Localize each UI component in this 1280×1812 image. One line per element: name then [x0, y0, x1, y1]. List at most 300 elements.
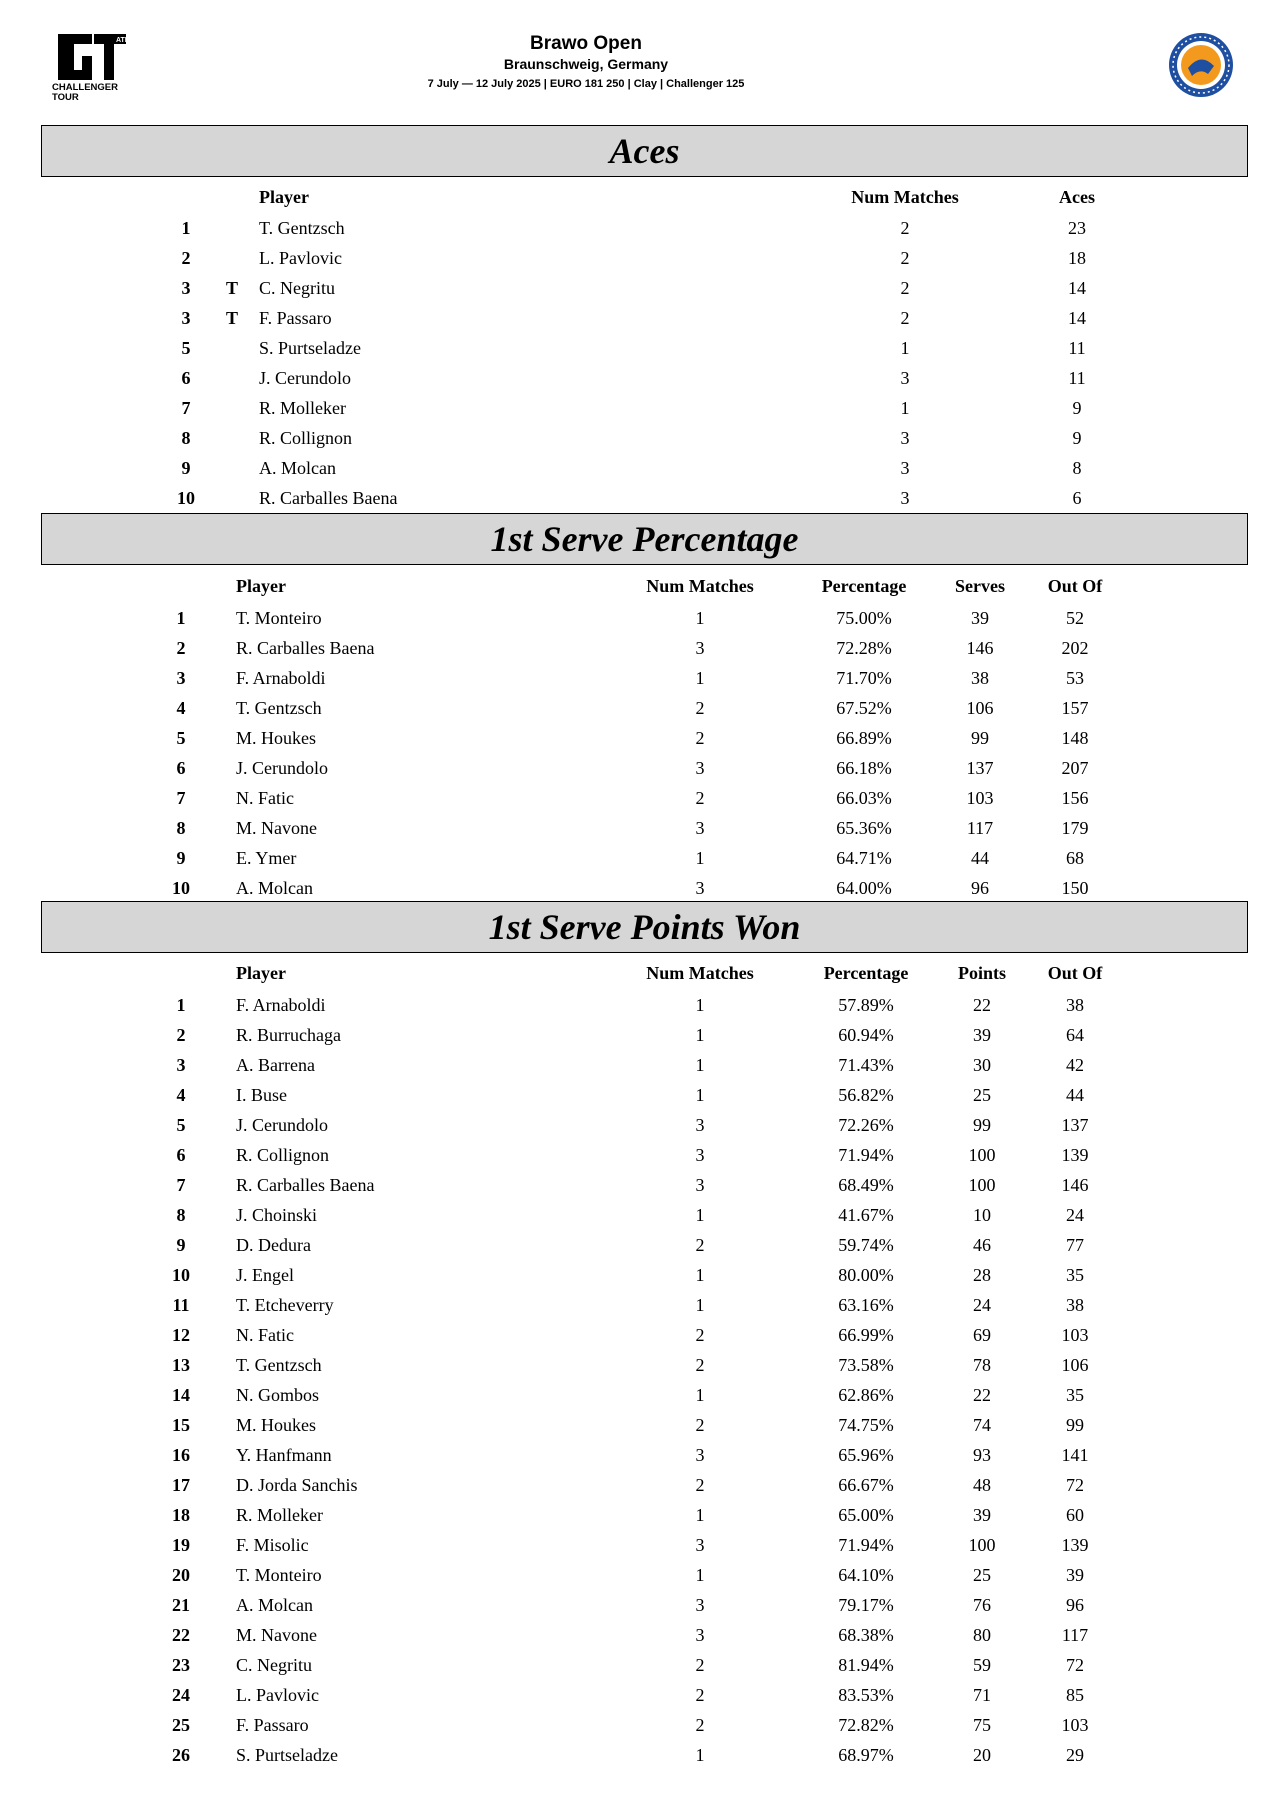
num-matches: 2 — [695, 1235, 705, 1255]
serves: 117 — [966, 818, 994, 838]
first-serve-won-row — [0, 1230, 1280, 1260]
rank: 10 — [172, 1265, 190, 1285]
percentage: 80.00% — [838, 1265, 894, 1285]
player-name: A. Molcan — [236, 878, 313, 898]
serves: 99 — [971, 728, 989, 748]
first-serve-pct-row — [0, 723, 1280, 753]
tournament-details: 7 July — 12 July 2025 | EURO 181 250 | Clay | Challenger 125 — [427, 78, 745, 90]
col-num-matches: Num Matches — [851, 187, 959, 207]
aces-count: 14 — [1068, 278, 1086, 298]
percentage: 66.03% — [836, 788, 892, 808]
rank: 18 — [172, 1505, 190, 1525]
num-matches: 2 — [695, 788, 705, 808]
out-of: 24 — [1066, 1205, 1084, 1225]
serves: 96 — [971, 878, 989, 898]
first-serve-won-row — [0, 1530, 1280, 1560]
first-serve-won-row — [0, 1050, 1280, 1080]
player-name: L. Pavlovic — [236, 1685, 319, 1705]
num-matches: 1 — [695, 1205, 705, 1225]
num-matches: 3 — [900, 428, 910, 448]
rank: 21 — [172, 1595, 190, 1615]
num-matches: 3 — [695, 878, 705, 898]
points: 48 — [973, 1475, 991, 1495]
col-out-of: Out Of — [1047, 963, 1103, 983]
num-matches: 1 — [695, 1085, 705, 1105]
first-serve-won-row — [0, 1140, 1280, 1170]
first-serve-won-row — [0, 1200, 1280, 1230]
aces-count: 18 — [1068, 248, 1086, 268]
out-of: 96 — [1066, 1595, 1084, 1615]
percentage: 65.00% — [838, 1505, 894, 1525]
percentage: 66.89% — [836, 728, 892, 748]
num-matches: 3 — [900, 458, 910, 478]
num-matches: 3 — [695, 638, 705, 658]
out-of: 202 — [1061, 638, 1089, 658]
out-of: 38 — [1066, 1295, 1084, 1315]
first-serve-pct-row — [0, 663, 1280, 693]
aces-row — [0, 363, 1280, 393]
rank: 9 — [176, 848, 186, 868]
svg-text:TOUR: TOUR — [52, 92, 79, 102]
percentage: 74.75% — [838, 1415, 894, 1435]
rank: 26 — [172, 1745, 190, 1765]
num-matches: 2 — [695, 1685, 705, 1705]
first-serve-won-row — [0, 1170, 1280, 1200]
first-serve-won-row — [0, 1290, 1280, 1320]
first-serve-pct-row — [0, 603, 1280, 633]
rank: 8 — [176, 1205, 186, 1225]
player-name: R. Molleker — [259, 398, 346, 418]
aces-count: 6 — [1072, 488, 1082, 508]
num-matches: 1 — [900, 338, 910, 358]
percentage: 72.82% — [838, 1715, 894, 1735]
player-name: S. Purtseladze — [259, 338, 361, 358]
rank: 7 — [181, 398, 191, 418]
out-of: 72 — [1066, 1655, 1084, 1675]
rank: 4 — [176, 698, 186, 718]
points: 28 — [973, 1265, 991, 1285]
num-matches: 2 — [900, 308, 910, 328]
points: 100 — [968, 1175, 996, 1195]
aces-count: 9 — [1072, 398, 1082, 418]
player-name: A. Molcan — [236, 1595, 313, 1615]
percentage: 79.17% — [838, 1595, 894, 1615]
player-name: M. Houkes — [236, 728, 316, 748]
percentage: 64.10% — [838, 1565, 894, 1585]
first-serve-won-row — [0, 1620, 1280, 1650]
percentage: 41.67% — [838, 1205, 894, 1225]
out-of: 72 — [1066, 1475, 1084, 1495]
first-serve-won-section-title: 1st Serve Points Won — [41, 901, 1248, 953]
aces-header-row — [0, 182, 1280, 212]
col-player: Player — [236, 576, 286, 596]
rank: 1 — [181, 218, 191, 238]
player-name: C. Negritu — [236, 1655, 312, 1675]
out-of: 42 — [1066, 1055, 1084, 1075]
num-matches: 3 — [900, 368, 910, 388]
percentage: 63.16% — [838, 1295, 894, 1315]
serves: 146 — [966, 638, 994, 658]
num-matches: 1 — [695, 995, 705, 1015]
player-name: A. Molcan — [259, 458, 336, 478]
rank: 9 — [181, 458, 191, 478]
num-matches: 2 — [695, 1655, 705, 1675]
points: 22 — [973, 1385, 991, 1405]
num-matches: 1 — [900, 398, 910, 418]
first-serve-pct-row — [0, 753, 1280, 783]
out-of: 38 — [1066, 995, 1084, 1015]
num-matches: 2 — [900, 248, 910, 268]
num-matches: 2 — [695, 1715, 705, 1735]
player-name: J. Choinski — [236, 1205, 318, 1225]
num-matches: 1 — [695, 668, 705, 688]
percentage: 75.00% — [836, 608, 892, 628]
rank: 11 — [172, 1295, 190, 1315]
points: 78 — [973, 1355, 991, 1375]
points: 22 — [973, 995, 991, 1015]
col-out-of: Out Of — [1047, 576, 1103, 596]
first-serve-pct-row — [0, 783, 1280, 813]
first-serve-won-row — [0, 1590, 1280, 1620]
player-name: J. Cerundolo — [236, 758, 328, 778]
player-name: A. Barrena — [236, 1055, 315, 1075]
svg-text:ATP: ATP — [116, 37, 130, 44]
first-serve-pct-row — [0, 633, 1280, 663]
player-name: T. Etcheverry — [236, 1295, 334, 1315]
num-matches: 1 — [695, 1745, 705, 1765]
percentage: 60.94% — [838, 1025, 894, 1045]
first-serve-won-row — [0, 1380, 1280, 1410]
player-name: J. Cerundolo — [259, 368, 351, 388]
player-name: T. Monteiro — [236, 1565, 322, 1585]
num-matches: 2 — [695, 698, 705, 718]
aces-count: 11 — [1068, 338, 1086, 358]
points: 80 — [973, 1625, 991, 1645]
percentage: 68.49% — [838, 1175, 894, 1195]
num-matches: 1 — [695, 1265, 705, 1285]
tie-indicator: T — [226, 308, 239, 328]
first-serve-won-row — [0, 1680, 1280, 1710]
percentage: 66.67% — [838, 1475, 894, 1495]
percentage: 64.00% — [836, 878, 892, 898]
points: 75 — [973, 1715, 991, 1735]
out-of: 179 — [1061, 818, 1089, 838]
aces-row — [0, 213, 1280, 243]
points: 71 — [973, 1685, 991, 1705]
rank: 3 — [181, 278, 191, 298]
percentage: 83.53% — [838, 1685, 894, 1705]
rank: 2 — [181, 248, 191, 268]
player-name: M. Navone — [236, 818, 317, 838]
rank: 12 — [172, 1325, 190, 1345]
out-of: 106 — [1061, 1355, 1089, 1375]
serves: 103 — [966, 788, 994, 808]
first-serve-pct-row — [0, 873, 1280, 903]
rank: 23 — [172, 1655, 190, 1675]
points: 20 — [973, 1745, 991, 1765]
out-of: 77 — [1066, 1235, 1084, 1255]
col-aces: Aces — [1059, 187, 1095, 207]
rank: 13 — [172, 1355, 190, 1375]
percentage: 68.38% — [838, 1625, 894, 1645]
first-serve-pct-row — [0, 843, 1280, 873]
points: 30 — [973, 1055, 991, 1075]
player-name: N. Fatic — [236, 1325, 294, 1345]
aces-count: 11 — [1068, 368, 1086, 388]
aces-row — [0, 483, 1280, 513]
col-player: Player — [259, 187, 309, 207]
first-serve-won-row — [0, 1740, 1280, 1770]
rank: 1 — [176, 608, 186, 628]
first-serve-won-row — [0, 1020, 1280, 1050]
num-matches: 1 — [695, 1505, 705, 1525]
aces-row — [0, 243, 1280, 273]
rank: 22 — [172, 1625, 190, 1645]
rank: 7 — [176, 1175, 186, 1195]
rank: 3 — [176, 1055, 186, 1075]
percentage: 67.52% — [836, 698, 892, 718]
out-of: 35 — [1066, 1265, 1084, 1285]
first-serve-won-row — [0, 1710, 1280, 1740]
out-of: 52 — [1066, 608, 1084, 628]
first-serve-won-row — [0, 1500, 1280, 1530]
num-matches: 3 — [695, 758, 705, 778]
points: 76 — [973, 1595, 991, 1615]
out-of: 139 — [1061, 1535, 1089, 1555]
player-name: E. Ymer — [236, 848, 297, 868]
aces-row — [0, 423, 1280, 453]
out-of: 103 — [1061, 1325, 1089, 1345]
player-name: F. Misolic — [236, 1535, 309, 1555]
num-matches: 2 — [695, 1325, 705, 1345]
rank: 14 — [172, 1385, 190, 1405]
col-points: Points — [957, 963, 1007, 983]
num-matches: 3 — [695, 1445, 705, 1465]
rank: 15 — [172, 1415, 190, 1435]
tournament-location: Braunschweig, Germany — [503, 56, 669, 72]
rank: 17 — [172, 1475, 190, 1495]
first-serve-won-row — [0, 1110, 1280, 1140]
num-matches: 3 — [695, 1625, 705, 1645]
serves: 137 — [966, 758, 994, 778]
player-name: T. Gentzsch — [236, 1355, 322, 1375]
out-of: 139 — [1061, 1145, 1089, 1165]
rank: 8 — [181, 428, 191, 448]
aces-row — [0, 273, 1280, 303]
player-name: C. Negritu — [259, 278, 335, 298]
percentage: 59.74% — [838, 1235, 894, 1255]
col-player: Player — [236, 963, 286, 983]
rank: 24 — [172, 1685, 190, 1705]
percentage: 81.94% — [838, 1655, 894, 1675]
tournament-emblem — [1168, 32, 1234, 98]
player-name: J. Cerundolo — [236, 1115, 328, 1135]
rank: 6 — [176, 1145, 186, 1165]
percentage: 68.97% — [838, 1745, 894, 1765]
percentage: 62.86% — [838, 1385, 894, 1405]
percentage: 57.89% — [838, 995, 894, 1015]
player-name: F. Arnaboldi — [236, 995, 326, 1015]
points: 39 — [973, 1025, 991, 1045]
rank: 10 — [172, 878, 190, 898]
player-name: F. Passaro — [259, 308, 332, 328]
player-name: R. Carballes Baena — [236, 1175, 375, 1195]
points: 10 — [973, 1205, 991, 1225]
out-of: 156 — [1061, 788, 1089, 808]
first-serve-won-header-row — [0, 958, 1280, 988]
first-serve-won-row — [0, 1260, 1280, 1290]
player-name: R. Collignon — [236, 1145, 330, 1165]
points: 24 — [973, 1295, 991, 1315]
percentage: 65.36% — [836, 818, 892, 838]
out-of: 39 — [1066, 1565, 1084, 1585]
col-percentage: Percentage — [823, 963, 909, 983]
first-serve-won-row — [0, 990, 1280, 1020]
aces-count: 9 — [1072, 428, 1082, 448]
player-name: N. Fatic — [236, 788, 294, 808]
out-of: 29 — [1066, 1745, 1084, 1765]
aces-row — [0, 393, 1280, 423]
aces-count: 23 — [1068, 218, 1086, 238]
points: 59 — [973, 1655, 991, 1675]
player-name: F. Passaro — [236, 1715, 309, 1735]
out-of: 44 — [1066, 1085, 1084, 1105]
rank: 6 — [176, 758, 186, 778]
rank: 5 — [176, 1115, 186, 1135]
num-matches: 3 — [695, 1175, 705, 1195]
out-of: 99 — [1066, 1415, 1084, 1435]
rank: 20 — [172, 1565, 190, 1585]
num-matches: 3 — [900, 488, 910, 508]
rank: 25 — [172, 1715, 190, 1735]
points: 46 — [973, 1235, 991, 1255]
player-name: I. Buse — [236, 1085, 287, 1105]
out-of: 64 — [1066, 1025, 1084, 1045]
num-matches: 1 — [695, 848, 705, 868]
num-matches: 2 — [695, 728, 705, 748]
col-num-matches: Num Matches — [646, 576, 754, 596]
percentage: 66.18% — [836, 758, 892, 778]
player-name: R. Carballes Baena — [259, 488, 398, 508]
aces-count: 8 — [1072, 458, 1082, 478]
first-serve-pct-header-row — [0, 571, 1280, 601]
out-of: 157 — [1061, 698, 1089, 718]
player-name: T. Monteiro — [236, 608, 322, 628]
first-serve-pct-section-title: 1st Serve Percentage — [41, 513, 1248, 565]
num-matches: 2 — [900, 218, 910, 238]
out-of: 103 — [1061, 1715, 1089, 1735]
num-matches: 2 — [695, 1355, 705, 1375]
out-of: 117 — [1061, 1625, 1089, 1645]
col-percentage: Percentage — [821, 576, 907, 596]
rank: 3 — [176, 668, 186, 688]
first-serve-won-row — [0, 1470, 1280, 1500]
player-name: R. Carballes Baena — [236, 638, 375, 658]
player-name: D. Jorda Sanchis — [236, 1475, 358, 1495]
rank: 2 — [176, 638, 186, 658]
first-serve-won-row — [0, 1080, 1280, 1110]
points: 39 — [973, 1505, 991, 1525]
first-serve-won-row — [0, 1320, 1280, 1350]
player-name: F. Arnaboldi — [236, 668, 326, 688]
rank: 10 — [177, 488, 195, 508]
out-of: 53 — [1066, 668, 1084, 688]
points: 100 — [968, 1145, 996, 1165]
player-name: L. Pavlovic — [259, 248, 342, 268]
percentage: 72.28% — [836, 638, 892, 658]
rank: 1 — [176, 995, 186, 1015]
num-matches: 3 — [695, 1595, 705, 1615]
out-of: 150 — [1061, 878, 1089, 898]
serves: 38 — [971, 668, 989, 688]
player-name: R. Collignon — [259, 428, 353, 448]
num-matches: 3 — [695, 1535, 705, 1555]
points: 93 — [973, 1445, 991, 1465]
num-matches: 3 — [695, 818, 705, 838]
num-matches: 3 — [695, 1145, 705, 1165]
percentage: 72.26% — [838, 1115, 894, 1135]
num-matches: 2 — [900, 278, 910, 298]
first-serve-won-row — [0, 1350, 1280, 1380]
percentage: 71.94% — [838, 1145, 894, 1165]
tie-indicator: T — [226, 278, 239, 298]
aces-row — [0, 303, 1280, 333]
percentage: 64.71% — [836, 848, 892, 868]
out-of: 207 — [1061, 758, 1089, 778]
first-serve-pct-row — [0, 693, 1280, 723]
serves: 106 — [966, 698, 994, 718]
player-name: D. Dedura — [236, 1235, 311, 1255]
percentage: 66.99% — [838, 1325, 894, 1345]
rank: 5 — [176, 728, 186, 748]
player-name: R. Molleker — [236, 1505, 323, 1525]
num-matches: 1 — [695, 1385, 705, 1405]
out-of: 85 — [1066, 1685, 1084, 1705]
aces-section-title: Aces — [41, 125, 1248, 177]
points: 25 — [973, 1085, 991, 1105]
num-matches: 1 — [695, 1025, 705, 1045]
out-of: 148 — [1061, 728, 1089, 748]
player-name: N. Gombos — [236, 1385, 320, 1405]
percentage: 71.94% — [838, 1535, 894, 1555]
percentage: 65.96% — [838, 1445, 894, 1465]
first-serve-won-row — [0, 1560, 1280, 1590]
aces-row — [0, 453, 1280, 483]
rank: 19 — [172, 1535, 190, 1555]
num-matches: 1 — [695, 608, 705, 628]
rank: 8 — [176, 818, 186, 838]
player-name: R. Burruchaga — [236, 1025, 341, 1045]
player-name: J. Engel — [236, 1265, 294, 1285]
aces-count: 14 — [1068, 308, 1086, 328]
player-name: T. Gentzsch — [259, 218, 345, 238]
player-name: Y. Hanfmann — [236, 1445, 332, 1465]
points: 100 — [968, 1535, 996, 1555]
points: 69 — [973, 1325, 991, 1345]
player-name: S. Purtseladze — [236, 1745, 338, 1765]
out-of: 60 — [1066, 1505, 1084, 1525]
col-serves: Serves — [955, 576, 1005, 596]
num-matches: 1 — [695, 1565, 705, 1585]
serves: 39 — [971, 608, 989, 628]
player-name: M. Navone — [236, 1625, 317, 1645]
points: 99 — [973, 1115, 991, 1135]
percentage: 71.70% — [836, 668, 892, 688]
first-serve-pct-row — [0, 813, 1280, 843]
num-matches: 1 — [695, 1055, 705, 1075]
player-name: T. Gentzsch — [236, 698, 322, 718]
out-of: 141 — [1061, 1445, 1089, 1465]
